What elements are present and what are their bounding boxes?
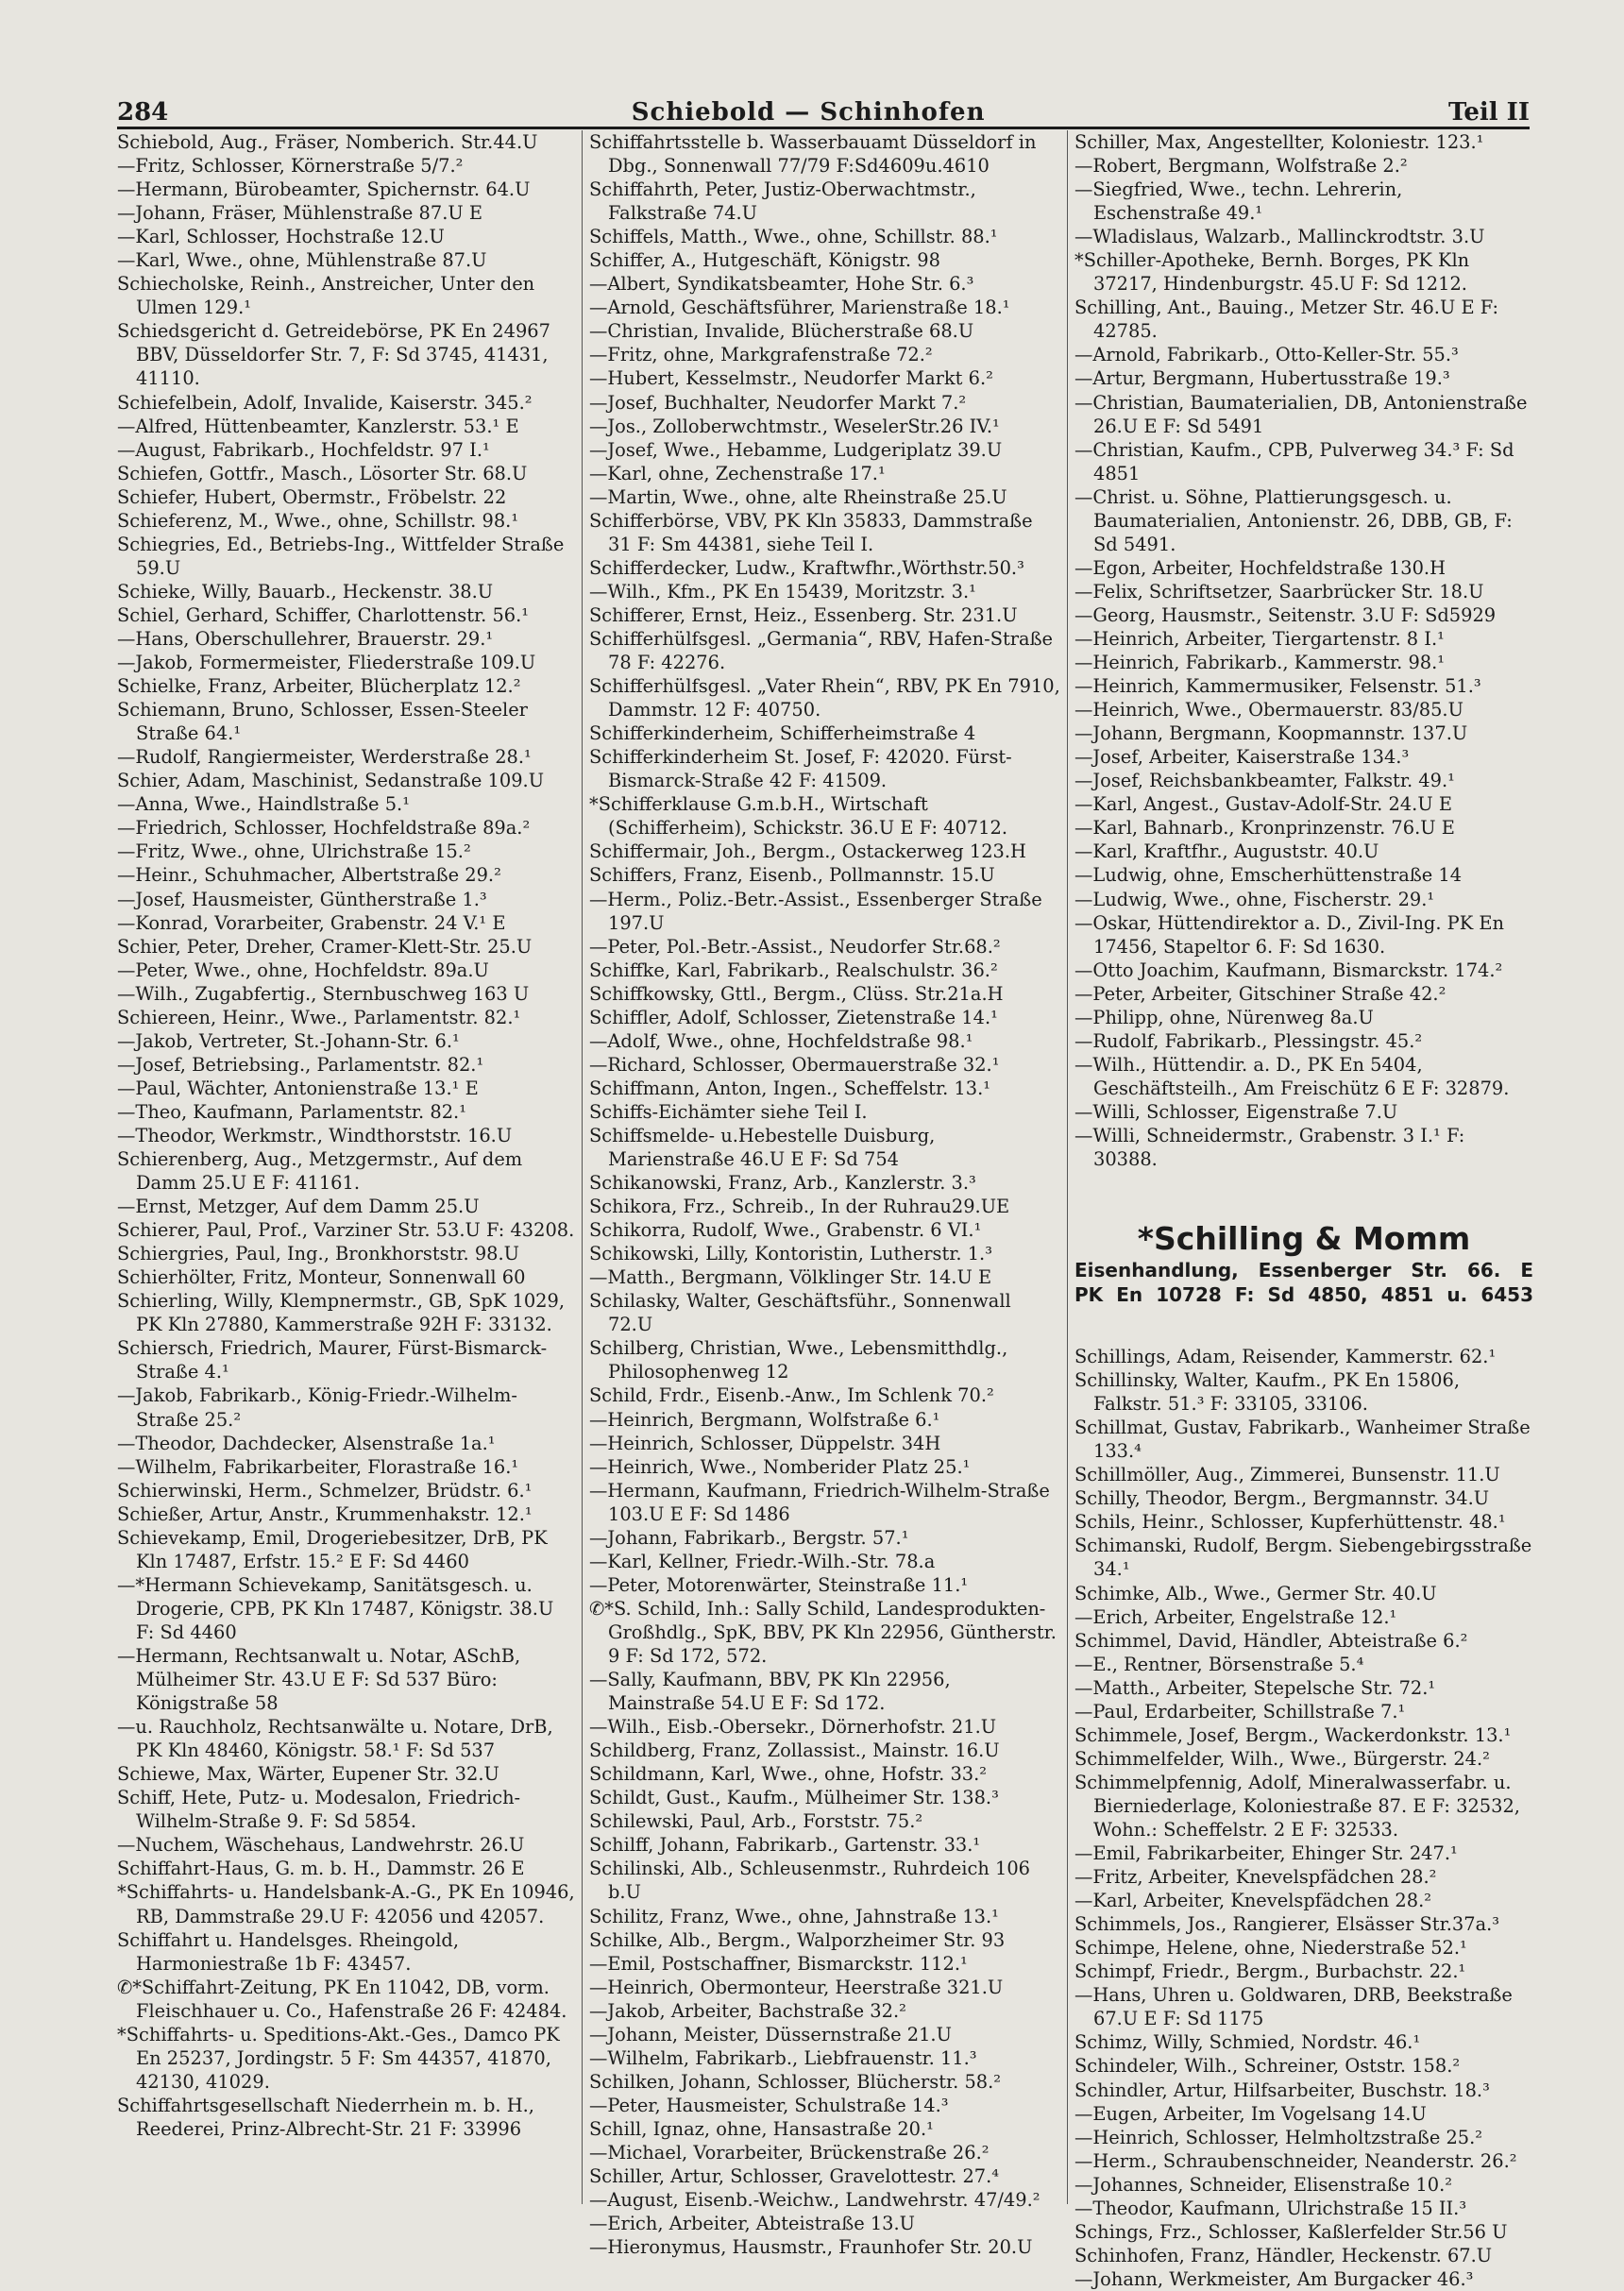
directory-entry: —Hans, Uhren u. Goldwaren, DRB, Beekstraße 67.U E F: Sd 1175 — [1074, 1984, 1519, 2030]
directory-entry: Schier, Adam, Maschinist, Sedanstraße 109.U — [117, 770, 545, 792]
directory-entry: Schifferhülfsgesl. „Germania“, RBV, Hafen-Straße 78 F: 42276. — [589, 627, 1059, 674]
directory-entry: Schings, Frz., Schlosser, Kaßlerfelder Str.56 U — [1074, 2220, 1508, 2243]
directory-entry: Schiffels, Matth., Wwe., ohne, Schillstr. 88.¹ — [589, 226, 998, 248]
directory-entry: —Hermann, Rechtsanwalt u. Notar, ASchB, Mülheimer Str. 43.U E F: Sd 537 Büro: Königstraße 58 — [117, 1645, 527, 1715]
directory-entry: —Heinrich, Arbeiter, Tiergartenstr. 8 I.¹ — [1074, 627, 1445, 650]
advertisement — [1074, 1220, 1533, 1307]
directory-entry: —Otto Joachim, Kaufmann, Bismarckstr. 174.² — [1074, 959, 1503, 981]
directory-entry: Schiffahrth, Peter, Justiz-Oberwachtmstr., Falkstraße 74.U — [589, 178, 983, 225]
directory-entry: Schimmels, Jos., Rangierer, Elsässer Str.37a.³ — [1074, 1913, 1500, 1936]
directory-entry: —Heinrich, Schlosser, Düppelstr. 34H — [589, 1432, 941, 1454]
directory-entry: —Heinrich, Bergmann, Wolfstraße 6.¹ — [589, 1408, 940, 1431]
directory-entry: —August, Eisenb.-Weichw., Landwehrstr. 47/49.² — [589, 2189, 1040, 2212]
directory-entry: —Jakob, Fabrikarb., König-Friedr.-Wilhelm-Straße 25.² — [117, 1384, 517, 1431]
directory-entry: —u. Rauchholz, Rechtsanwälte u. Notare, DrB, PK Kln 48460, Königstr. 58.¹ F: Sd 537 — [117, 1716, 559, 1762]
directory-entry: —Konrad, Vorarbeiter, Grabenstr. 24 V.¹ E — [117, 911, 506, 934]
directory-entry: Schimke, Alb., Wwe., Germer Str. 40.U — [1074, 1582, 1437, 1604]
directory-entry: —Martin, Wwe., ohne, alte Rheinstraße 25.U — [589, 485, 1007, 508]
directory-entry: —Arnold, Geschäftsführer, Marienstraße 18.¹ — [589, 297, 1010, 319]
directory-entry: —Christian, Baumaterialien, DB, Antonienstraße 26.U E F: Sd 5491 — [1074, 391, 1533, 437]
directory-entry: Schiemann, Bruno, Schlosser, Essen-Steeler Straße 64.¹ — [117, 699, 534, 745]
directory-entry: Schiewe, Max, Wärter, Eupener Str. 32.U — [117, 1763, 499, 1786]
directory-entry: —Wilh., Eisb.-Obersekr., Dörnerhofstr. 21.U — [589, 1716, 997, 1739]
directory-entry: Schimpe, Helene, ohne, Niederstraße 52.¹ — [1074, 1937, 1467, 1960]
directory-entry: Schiffahrtsstelle b. Wasserbauamt Düsseldorf in Dbg., Sonnenwall 77/79 F:Sd4609u.4610 — [589, 131, 1042, 178]
page-header — [117, 87, 1530, 127]
directory-entry: —Heinr., Schuhmacher, Albertstraße 29.² — [117, 864, 501, 887]
directory-entry: —Adolf, Wwe., ohne, Hochfeldstraße 98.¹ — [589, 1029, 973, 1052]
directory-entry: —Christian, Invalide, Blücherstraße 68.U — [589, 320, 974, 343]
directory-entry: —Robert, Bergmann, Wolfstraße 2.² — [1074, 155, 1408, 178]
directory-entry: Schiffler, Adolf, Schlosser, Zietenstraße 14.¹ — [589, 1006, 998, 1028]
directory-entry: —Heinrich, Obermonteur, Heerstraße 321.U — [589, 1976, 1004, 1998]
directory-entry: —Heinrich, Fabrikarb., Kammerstr. 98.¹ — [1074, 652, 1446, 674]
directory-entry: —Albert, Syndikatsbeamter, Hohe Str. 6.³ — [589, 273, 974, 296]
directory-entry: Schifferer, Ernst, Heiz., Essenberg. Str. 231.U — [589, 603, 1018, 626]
directory-entry: —Heinrich, Schlosser, Helmholtzstraße 25.² — [1074, 2126, 1483, 2148]
directory-entry: —Nuchem, Wäschehaus, Landwehrstr. 26.U — [117, 1834, 525, 1857]
directory-entry: —Egon, Arbeiter, Hochfeldstraße 130.H — [1074, 556, 1446, 579]
directory-entry: —Fritz, Arbeiter, Knevelspfädchen 28.² — [1074, 1866, 1437, 1889]
directory-entry: —Jakob, Arbeiter, Bachstraße 32.² — [589, 1999, 906, 2022]
directory-entry: —Christ. u. Söhne, Plattierungsgesch. u. Baumaterialien, Antonienstr. 26, DBB, GB, F: Sd 5491. — [1074, 485, 1518, 555]
page-number: 284 — [117, 98, 169, 127]
directory-entry: —Johann, Fräser, Mühlenstraße 87.U E — [117, 202, 483, 225]
directory-entry: Schildmann, Karl, Wwe., ohne, Hofstr. 33.² — [589, 1763, 988, 1786]
directory-entry: *Schifferklause G.m.b.H., Wirtschaft (Schifferheim), Schickstr. 36.U E F: 40712. — [589, 793, 1007, 840]
directory-entry: Schiefen, Gottfr., Masch., Lösorter Str. 68.U — [117, 462, 528, 484]
directory-entry: Schilewski, Paul, Arb., Forststr. 75.² — [589, 1810, 923, 1833]
directory-entry: —Michael, Vorarbeiter, Brückenstraße 26.² — [589, 2141, 990, 2164]
directory-entry: —Paul, Erdarbeiter, Schillstraße 7.¹ — [1074, 1700, 1406, 1722]
directory-entry: —Felix, Schriftsetzer, Saarbrücker Str. 18.U — [1074, 580, 1484, 602]
directory-entry: —Wilh., Kfm., PK En 15439, Moritzstr. 3.¹ — [589, 580, 976, 602]
directory-entry: —Rudolf, Fabrikarb., Plessingstr. 45.² — [1074, 1029, 1423, 1052]
directory-entry: Schiffahrtsgesellschaft Niederrhein m. b. H., Reederei, Prinz-Albrecht-Str. 21 F: 33996 — [117, 2094, 541, 2140]
directory-entry: —Karl, ohne, Zechenstraße 17.¹ — [589, 462, 886, 484]
directory-entry: Schießer, Artur, Anstr., Krummenhakstr. 12.¹ — [117, 1502, 533, 1525]
directory-entry: —Hermann, Kaufmann, Friedrich-Wilhelm-Straße 103.U E F: Sd 1486 — [589, 1479, 1056, 1525]
directory-entry: —Peter, Arbeiter, Gitschiner Straße 42.² — [1074, 982, 1446, 1005]
directory-entry: Schifferhülfsgesl. „Vater Rhein“, RBV, PK En 7910, Dammstr. 12 F: 40750. — [589, 675, 1066, 721]
directory-entry: —Josef, Reichsbankbeamter, Falkstr. 49.¹ — [1074, 770, 1455, 792]
directory-entry: —Fritz, Wwe., ohne, Ulrichstraße 15.² — [117, 840, 471, 863]
directory-entry: —Josef, Arbeiter, Kaiserstraße 134.³ — [1074, 746, 1410, 769]
directory-entry: Schimmelfelder, Wilh., Wwe., Bürgerstr. 24.² — [1074, 1747, 1490, 1770]
directory-entry: —Siegfried, Wwe., techn. Lehrerin, Eschenstraße 49.¹ — [1074, 178, 1409, 225]
directory-entry: —Christian, Kaufm., CPB, Pulverweg 34.³ F: Sd 4851 — [1074, 438, 1520, 484]
directory-entry: —Josef, Buchhalter, Neudorfer Markt 7.² — [589, 391, 967, 414]
directory-entry: —Anna, Wwe., Haindlstraße 5.¹ — [117, 793, 410, 816]
directory-entry: Schild, Frdr., Eisenb.-Anw., Im Schlenk 70.² — [589, 1384, 994, 1407]
directory-entry: Schimmele, Josef, Bergm., Wackerdonkstr. 13.¹ — [1074, 1723, 1512, 1746]
directory-entry: Schikanowski, Franz, Arb., Kanzlerstr. 3.³ — [589, 1172, 976, 1195]
directory-entry: —Wilh., Zugabfertig., Sternbuschweg 163 U — [117, 982, 530, 1005]
directory-entry: —Willi, Schlosser, Eigenstraße 7.U — [1074, 1100, 1398, 1123]
directory-entry: Schiedsgericht d. Getreidebörse, PK En 24967 BBV, Düsseldorfer Str. 7, F: Sd 3745, 41431, 41110. — [117, 320, 557, 390]
directory-entry: —Hermann, Bürobeamter, Spichernstr. 64.U — [117, 178, 531, 201]
directory-entry: Schillinsky, Walter, Kaufm., PK En 15806, Falkstr. 51.³ F: 33105, 33106. — [1074, 1369, 1466, 1416]
directory-entry: —Matth., Bergmann, Völklinger Str. 14.U E — [589, 1266, 992, 1289]
directory-entry: Schillmat, Gustav, Fabrikarb., Wanheimer Straße 133.⁴ — [1074, 1417, 1536, 1463]
directory-entry: Schiller, Max, Angestellter, Koloniestr. 123.¹ — [1074, 131, 1484, 153]
directory-entry: Schilling, Ant., Bauing., Metzer Str. 46.U E F: 42785. — [1074, 297, 1505, 343]
directory-entry: Schindler, Artur, Hilfsarbeiter, Buschstr. 18.³ — [1074, 2079, 1490, 2101]
directory-entry: Schinhofen, Franz, Händler, Heckenstr. 67.U — [1074, 2244, 1493, 2266]
directory-entry: —Ludwig, Wwe., ohne, Fischerstr. 29.¹ — [1074, 888, 1435, 910]
directory-entry: —Johann, Werkmeister, Am Burgacker 46.³ — [1074, 2267, 1474, 2290]
directory-entry: —Heinrich, Wwe., Nomberider Platz 25.¹ — [589, 1455, 971, 1478]
ad-line: PK En 10728 F: Sd 4850, 4851 u. 6453 — [1074, 1283, 1533, 1307]
directory-entry: —Wladislaus, Walzarb., Mallinckrodtstr. 3.U — [1074, 226, 1485, 248]
directory-entry: Schierwinski, Herm., Schmelzer, Brüdstr. 6.¹ — [117, 1479, 533, 1502]
directory-entry: —Wilhelm, Fabrikarbeiter, Florastraße 16.¹ — [117, 1455, 519, 1478]
directory-entry: —Friedrich, Schlosser, Hochfeldstraße 89a.² — [117, 817, 531, 840]
directory-entry: Schilke, Alb., Bergm., Walporzheimer Str. 93 — [589, 1928, 1006, 1951]
directory-entry: Schiffahrt u. Handelsges. Rheingold, Harmoniestraße 1b F: 43457. — [117, 1928, 465, 1975]
directory-entry: Schifferbörse, VBV, PK Kln 35833, Dammstraße 31 F: Sm 44381, siehe Teil I. — [589, 509, 1039, 555]
directory-entry: —E., Rentner, Börsenstraße 5.⁴ — [1074, 1653, 1364, 1675]
directory-entry: Schikowski, Lilly, Kontoristin, Lutherstr. 1.³ — [589, 1243, 992, 1265]
directory-entry: —Alfred, Hüttenbeamter, Kanzlerstr. 53.¹ E — [117, 415, 519, 437]
directory-entry: Schierhölter, Fritz, Monteur, Sonnenwall 60 — [117, 1266, 526, 1289]
directory-entry: —Herm., Poliz.-Betr.-Assist., Essenberger Straße 197.U — [589, 888, 1048, 934]
directory-entry: Schilff, Johann, Fabrikarb., Gartenstr. 33.¹ — [589, 1834, 981, 1857]
directory-entry: —Heinrich, Kammermusiker, Felsenstr. 51.³ — [1074, 675, 1481, 698]
directory-entry: —Oskar, Hüttendirektor a. D., Zivil-Ing. PK En 17456, Stapeltor 6. F: Sd 1630. — [1074, 911, 1511, 958]
directory-entry: Schiffs-Eichämter siehe Teil I. — [589, 1100, 868, 1123]
directory-entry: Schilken, Johann, Schlosser, Blücherstr. 58.² — [589, 2070, 1002, 2093]
directory-entry: —Erich, Arbeiter, Engelstraße 12.¹ — [1074, 1605, 1397, 1628]
directory-entry: —Josef, Hausmeister, Güntherstraße 1.³ — [117, 888, 487, 910]
directory-entry: Schimmel, David, Händler, Abteistraße 6.² — [1074, 1629, 1468, 1652]
directory-entry: —Theodor, Kaufmann, Ulrichstraße 15 II.³ — [1074, 2197, 1467, 2219]
directory-entry: —Philipp, ohne, Nürenweg 8a.U — [1074, 1006, 1374, 1028]
directory-entry: Schiller, Artur, Schlosser, Gravelottestr. 27.⁴ — [589, 2165, 1000, 2188]
directory-entry: Schiffermair, Joh., Bergm., Ostackerweg 123.H — [589, 840, 1026, 863]
directory-entry: Schiffers, Franz, Eisenb., Pollmannstr. 15.U — [589, 864, 995, 887]
directory-entry: Schikora, Frz., Schreib., In der Ruhrau29.UE — [589, 1196, 1010, 1218]
directory-entry: Schiereen, Heinr., Wwe., Parlamentstr. 82.¹ — [117, 1006, 521, 1028]
directory-entry: *Schiffahrts- u. Handelsbank-A.-G., PK En 10946, RB, Dammstraße 29.U F: 42056 und 42057. — [117, 1881, 581, 1927]
directory-entry: —Jos., Zolloberwchtmstr., WeselerStr.26 IV.¹ — [589, 415, 1000, 437]
column-2 — [589, 130, 1066, 2259]
directory-entry: —Ernst, Metzger, Auf dem Damm 25.U — [117, 1196, 480, 1218]
directory-entry: —Paul, Wächter, Antonienstraße 13.¹ E — [117, 1077, 479, 1099]
directory-entry: —*Hermann Schievekamp, Sanitätsgesch. u. Drogerie, CPB, PK Kln 17487, Königstr. 38.U F: Sd 4460 — [117, 1573, 560, 1643]
directory-entry: Schindeler, Wilh., Schreiner, Oststr. 158.² — [1074, 2055, 1461, 2078]
directory-entry: —Artur, Bergmann, Hubertusstraße 19.³ — [1074, 367, 1450, 390]
directory-entry: Schimz, Willy, Schmied, Nordstr. 46.¹ — [1074, 2031, 1421, 2054]
directory-entry: Schier, Peter, Dreher, Cramer-Klett-Str. 25.U — [117, 935, 533, 958]
directory-entry: Schiergries, Paul, Ing., Bronkhorststr. 98.U — [117, 1243, 520, 1265]
ad-line: Eisenhandlung, Essenberger Str. 66. E — [1074, 1259, 1533, 1282]
directory-entry: Schimanski, Rudolf, Bergm. Siebengebirgsstraße 34.¹ — [1074, 1535, 1538, 1581]
directory-entry: —Josef, Betriebsing., Parlamentstr. 82.¹ — [117, 1053, 484, 1076]
directory-entry: —Sally, Kaufmann, BBV, PK Kln 22956, Mainstraße 54.U E F: Sd 172. — [589, 1669, 956, 1715]
directory-entry: —Matth., Arbeiter, Stepelsche Str. 72.¹ — [1074, 1676, 1436, 1699]
directory-entry: Schiffer, A., Hutgeschäft, Königstr. 98 — [589, 249, 940, 272]
directory-entry: Schimmelpfennig, Adolf, Mineralwasserfabr. u. Bierniederlage, Koloniestraße 87. E F: 32532, Wohn.: Scheffelstr. 2 E F: 32533. — [1074, 1771, 1527, 1841]
directory-entry: Schimpf, Friedr., Bergm., Burbachstr. 22.¹ — [1074, 1960, 1466, 1983]
directory-entry: —Fritz, ohne, Markgrafenstraße 72.² — [589, 344, 933, 366]
directory-entry: Schievekamp, Emil, Drogeriebesitzer, DrB, PK Kln 17487, Erfstr. 15.² E F: Sd 4460 — [117, 1526, 553, 1572]
directory-entry: —Rudolf, Rangiermeister, Werderstraße 28.¹ — [117, 746, 532, 769]
directory-entry: ✆*Schiffahrt-Zeitung, PK En 11042, DB, vorm. Fleischhauer u. Co., Hafenstraße 26 F: 42484. — [117, 1976, 567, 2022]
directory-entry: —Emil, Fabrikarbeiter, Ehinger Str. 247.¹ — [1074, 1842, 1458, 1865]
directory-entry: Schildberg, Franz, Zollassist., Mainstr. 16.U — [589, 1739, 1000, 1762]
directory-entry: —Arnold, Fabrikarb., Otto-Keller-Str. 55.³ — [1074, 344, 1459, 366]
directory-entry: Schillmöller, Aug., Zimmerei, Bunsenstr. 11.U — [1074, 1464, 1500, 1486]
directory-entry: Schiebold, Aug., Fräser, Nomberich. Str.44.U — [117, 131, 538, 153]
directory-entry: *Schiller-Apotheke, Bernh. Borges, PK Kln 37217, Hindenburgstr. 45.U F: Sd 1212. — [1074, 249, 1476, 296]
directory-entry: Schill, Ignaz, ohne, Hansastraße 20.¹ — [589, 2117, 934, 2140]
directory-entry: —Johann, Meister, Düssernstraße 21.U — [589, 2023, 952, 2045]
directory-entry: Schiffmann, Anton, Ingen., Scheffelstr. 13.¹ — [589, 1077, 991, 1099]
directory-entry: Schillings, Adam, Reisender, Kammerstr. 62.¹ — [1074, 1346, 1497, 1368]
directory-entry: —Peter, Motorenwärter, Steinstraße 11.¹ — [589, 1573, 969, 1596]
directory-entry: —Josef, Wwe., Hebamme, Ludgeriplatz 39.U — [589, 438, 1003, 461]
directory-entry: —Karl, Kraftfhr., Auguststr. 40.U — [1074, 840, 1379, 863]
directory-entry: —Fritz, Schlosser, Körnerstraße 5/7.² — [117, 155, 464, 178]
directory-entry: —Karl, Bahnarb., Kronprinzenstr. 76.U E — [1074, 817, 1455, 840]
directory-entry: ✆*S. Schild, Inh.: Sally Schild, Landesprodukten-Großhdlg., SpK, BBV, PK Kln 22956, Güntherstr. 9 F: Sd 172, 572. — [589, 1597, 1063, 1667]
directory-entry: Schifferkinderheim St. Josef, F: 42020. Fürst-Bismarck-Straße 42 F: 41509. — [589, 746, 1012, 792]
directory-entry: Schiffke, Karl, Fabrikarb., Realschulstr. 36.² — [589, 959, 998, 981]
directory-entry: Schiffkowsky, Gttl., Bergm., Clüss. Str.21a.H — [589, 982, 1004, 1005]
directory-entry: —Hans, Oberschullehrer, Brauerstr. 29.¹ — [117, 627, 494, 650]
directory-entry: —Karl, Angest., Gustav-Adolf-Str. 24.U E — [1074, 793, 1453, 816]
directory-entry: Schiel, Gerhard, Schiffer, Charlottenstr. 56.¹ — [117, 603, 530, 626]
directory-entry: Schifferkinderheim, Schifferheimstraße 4 — [589, 722, 976, 745]
directory-entry: —Heinrich, Wwe., Obermauerstr. 83/85.U — [1074, 699, 1463, 721]
directory-entry: Schikorra, Rudolf, Wwe., Grabenstr. 6 VI.¹ — [589, 1219, 982, 1242]
directory-entry: Schildt, Gust., Kaufm., Mülheimer Str. 138.³ — [589, 1787, 999, 1809]
directory-entry: Schilly, Theodor, Bergm., Bergmannstr. 34.U — [1074, 1487, 1490, 1510]
directory-entry: Schierling, Willy, Klempnermstr., GB, SpK 1029, PK Kln 27880, Kammerstraße 92H F: 33132. — [117, 1290, 571, 1336]
directory-entry: —Eugen, Arbeiter, Im Vogelsang 14.U — [1074, 2102, 1427, 2125]
directory-entry: —Theo, Kaufmann, Parlamentstr. 82.¹ — [117, 1100, 466, 1123]
directory-entry: Schierenberg, Aug., Metzgermstr., Auf dem Damm 25.U E F: 41161. — [117, 1148, 529, 1195]
directory-entry: —Hieronymus, Hausmstr., Fraunhofer Str. 20.U — [589, 2236, 1033, 2259]
directory-entry: —Johann, Bergmann, Koopmannstr. 137.U — [1074, 722, 1468, 745]
directory-entry: —Richard, Schlosser, Obermauerstraße 32.¹ — [589, 1053, 1000, 1076]
column-divider — [1067, 130, 1068, 2204]
directory-entry: —Emil, Postschaffner, Bismarckstr. 112.¹ — [589, 1952, 968, 1975]
ad-title: *Schilling & Momm — [1137, 1220, 1471, 1258]
directory-entry: Schiefer, Hubert, Obermstr., Fröbelstr. 22 — [117, 485, 507, 508]
directory-entry: —Karl, Kellner, Friedr.-Wilh.-Str. 78.a — [589, 1550, 936, 1572]
directory-entry: Schiecholske, Reinh., Anstreicher, Unter den Ulmen 129.¹ — [117, 273, 541, 319]
directory-entry: —Jakob, Vertreter, St.-Johann-Str. 6.¹ — [117, 1029, 460, 1052]
directory-entry: Schiersch, Friedrich, Maurer, Fürst-Bismarck-Straße 4.¹ — [117, 1337, 548, 1383]
directory-entry: —Karl, Schlosser, Hochstraße 12.U — [117, 226, 445, 248]
directory-entry: Schilitz, Franz, Wwe., ohne, Jahnstraße 13.¹ — [589, 1905, 999, 1927]
directory-entry: Schiefelbein, Adolf, Invalide, Kaiserstr. 345.² — [117, 391, 533, 414]
directory-entry: —Jakob, Formermeister, Fliederstraße 109.U — [117, 652, 536, 674]
directory-entry: *Schiffahrts- u. Speditions-Akt.-Ges., Damco PK En 25237, Jordingstr. 5 F: Sm 44357, 41870, 42130, 41029. — [117, 2023, 566, 2093]
directory-entry: Schieferenz, M., Wwe., ohne, Schillstr. 98.¹ — [117, 509, 519, 532]
directory-entry: —Johannes, Schneider, Elisenstraße 10.² — [1074, 2173, 1453, 2196]
directory-entry: —Theodor, Dachdecker, Alsenstraße 1a.¹ — [117, 1432, 496, 1454]
directory-entry: —Wilhelm, Fabrikarb., Liebfrauenstr. 11.³ — [589, 2046, 977, 2069]
directory-entry: —Herm., Schraubenschneider, Neanderstr. 26.² — [1074, 2149, 1517, 2172]
directory-entry: Schifferdecker, Ludw., Kraftwfhr.,Wörthstr.50.³ — [589, 556, 1024, 579]
directory-entry: Schiff, Hete, Putz- u. Modesalon, Friedrich-Wilhelm-Straße 9. F: Sd 5854. — [117, 1787, 521, 1833]
column-divider — [582, 130, 583, 2204]
directory-entry: —Johann, Fabrikarb., Bergstr. 57.¹ — [589, 1526, 909, 1549]
directory-entry: Schierer, Paul, Prof., Varziner Str. 53.U F: 43208. — [117, 1219, 575, 1242]
directory-entry: —Hubert, Kesselmstr., Neudorfer Markt 6.² — [589, 367, 993, 390]
directory-entry: —Peter, Wwe., ohne, Hochfeldstr. 89a.U — [117, 959, 489, 981]
running-title: Schiebold — Schinhofen — [631, 98, 986, 127]
directory-entry: Schilberg, Christian, Wwe., Lebensmitthdlg., Philosophenweg 12 — [589, 1337, 1014, 1383]
directory-entry: Schiffahrt-Haus, G. m. b. H., Dammstr. 26 E — [117, 1858, 525, 1880]
directory-entry: Schilasky, Walter, Geschäftsführ., Sonnenwall 72.U — [589, 1290, 1017, 1336]
column-3 — [1074, 130, 1538, 2290]
directory-entry: —Peter, Pol.-Betr.-Assist., Neudorfer Str.68.² — [589, 935, 1001, 958]
directory-entry: —August, Fabrikarb., Hochfeldstr. 97 I.¹ — [117, 438, 490, 461]
directory-entry: —Peter, Hausmeister, Schulstraße 14.³ — [589, 2094, 949, 2116]
directory-entry: —Theodor, Werkmstr., Windthorststr. 16.U — [117, 1124, 513, 1146]
header-rule — [117, 127, 1530, 129]
directory-entry: Schielke, Franz, Arbeiter, Blücherplatz 12.² — [117, 675, 521, 698]
part-label: Teil II — [1447, 98, 1530, 127]
directory-entry: Schiffsmelde- u.Hebestelle Duisburg, Marienstraße 46.U E F: Sd 754 — [589, 1124, 941, 1171]
directory-entry: —Karl, Wwe., ohne, Mühlenstraße 87.U — [117, 249, 487, 272]
directory-entry: —Ludwig, ohne, Emscherhüttenstraße 14 — [1074, 864, 1463, 887]
directory-entry: —Willi, Schneidermstr., Grabenstr. 3 I.¹ F: 30388. — [1074, 1124, 1471, 1171]
directory-entry: —Georg, Hausmstr., Seitenstr. 3.U F: Sd5929 — [1074, 603, 1497, 626]
directory-entry: —Wilh., Hüttendir. a. D., PK En 5404, Geschäftsteilh., Am Freischütz 6 E F: 32879. — [1074, 1053, 1510, 1099]
directory-entry: —Erich, Arbeiter, Abteistraße 13.U — [589, 2213, 916, 2235]
directory-entry: —Karl, Arbeiter, Knevelspfädchen 28.² — [1074, 1890, 1432, 1912]
directory-entry: Schiegries, Ed., Betriebs-Ing., Wittfelder Straße 59.U — [117, 533, 570, 579]
directory-entry: Schieke, Willy, Bauarb., Heckenstr. 38.U — [117, 580, 494, 602]
directory-entry: Schilinski, Alb., Schleusenmstr., Ruhrdeich 106 b.U — [589, 1858, 1037, 1904]
directory-entry: Schils, Heinr., Schlosser, Kupferhüttenstr. 48.¹ — [1074, 1511, 1506, 1534]
column-1 — [117, 130, 581, 2223]
